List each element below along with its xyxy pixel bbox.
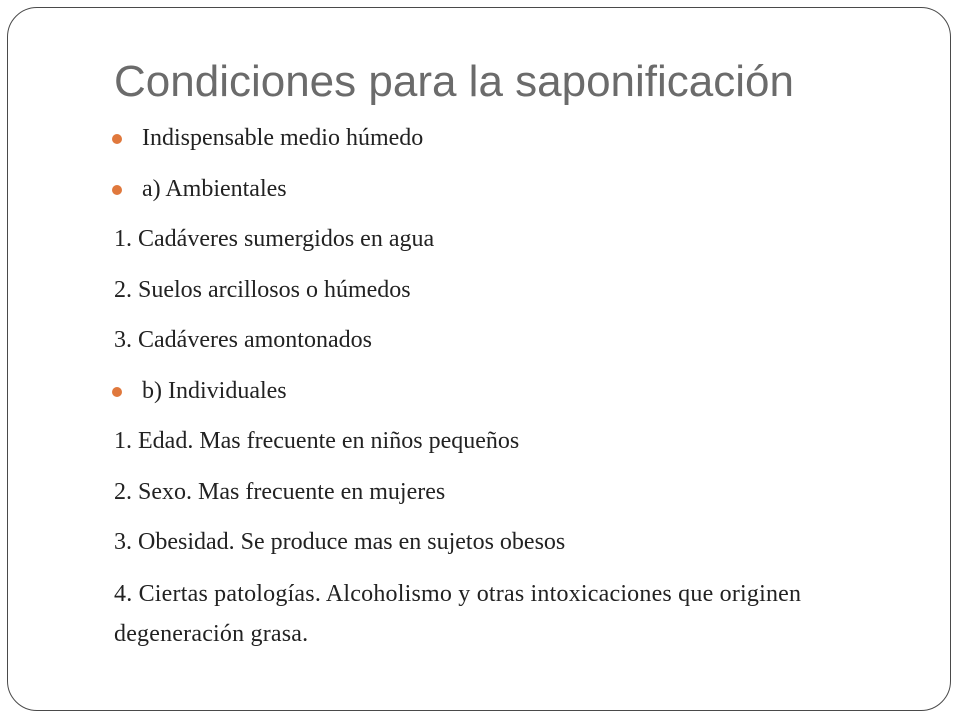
bullet-item bbox=[114, 123, 914, 154]
numbered-item: 2. Sexo. Mas frecuente en mujeres bbox=[114, 478, 446, 505]
bullet-item bbox=[114, 376, 914, 407]
bullet-item bbox=[114, 174, 914, 205]
numbered-item: 3. Obesidad. Se produce mas en sujetos obesos bbox=[114, 529, 566, 555]
numbered-item: 1. Cadáveres sumergidos en agua bbox=[114, 226, 435, 252]
bullet-dot-icon bbox=[112, 134, 122, 144]
numbered-item: 3. Cadáveres amontonados bbox=[114, 327, 372, 353]
numbered-item: 1. Edad. Mas frecuente en niños pequeños bbox=[114, 428, 520, 454]
bullet-item-text: a) Ambientales bbox=[142, 175, 287, 202]
bullet-dot-icon bbox=[112, 387, 122, 397]
slide-content bbox=[114, 123, 914, 673]
slide-frame bbox=[7, 7, 951, 711]
bullet-dot-icon bbox=[112, 185, 122, 195]
bullet-item-text: Indispensable medio húmedo bbox=[142, 125, 424, 151]
slide-title: Condiciones para la saponificación bbox=[114, 57, 794, 106]
numbered-item: 4. Ciertas patologías. Alcoholismo y otras intoxicaciones que originen degeneración grasa. bbox=[114, 580, 802, 647]
bullet-item-text: b) Individuales bbox=[142, 377, 287, 404]
numbered-item: 2. Suelos arcillosos o húmedos bbox=[114, 276, 411, 303]
